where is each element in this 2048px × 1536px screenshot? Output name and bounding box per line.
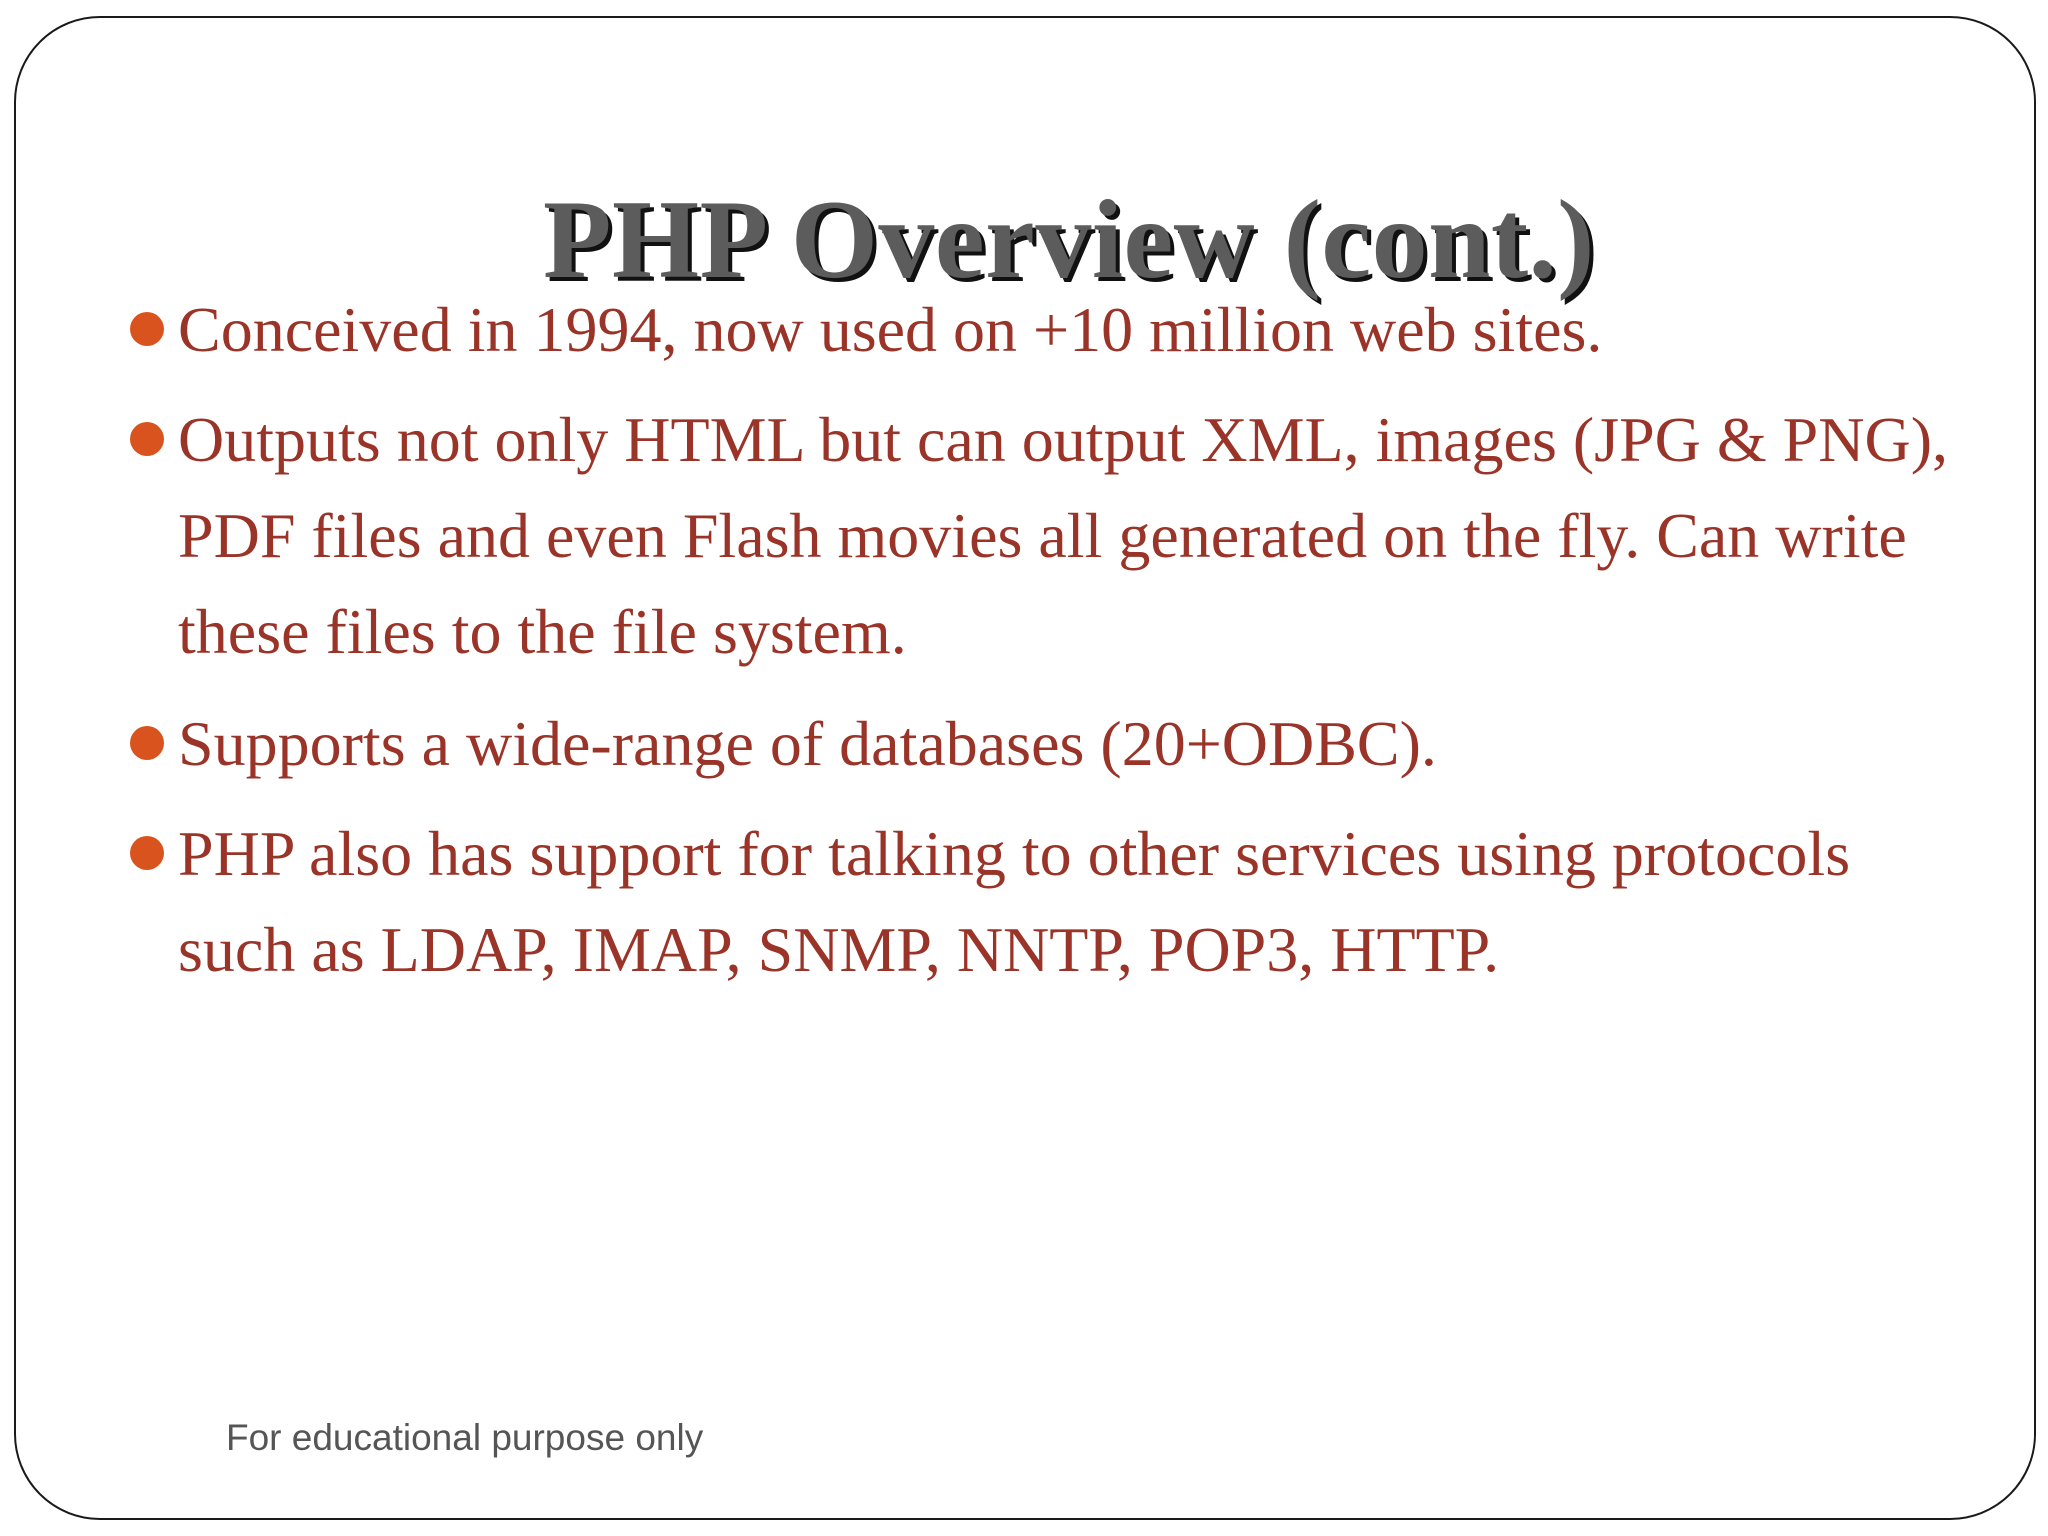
bullet-dot-icon bbox=[130, 726, 164, 760]
bullet-item bbox=[128, 392, 1968, 680]
slide-title: PHP Overview (cont.) bbox=[543, 178, 1595, 302]
bullet-dot-icon bbox=[130, 836, 164, 870]
bullet-list bbox=[128, 282, 1968, 1012]
bullet-text: Supports a wide-range of databases (20+ODBC). bbox=[178, 708, 1437, 779]
bullet-item bbox=[128, 696, 1968, 792]
bullet-text: Outputs not only HTML but can output XML, images (JPG & PNG), PDF files and even Flash movies all generated on the fly. Can write these files to the file system. bbox=[178, 404, 1948, 667]
bullet-item bbox=[128, 282, 1968, 378]
bullet-item bbox=[128, 806, 1968, 998]
footer-note: For educational purpose only bbox=[226, 1417, 704, 1458]
bullet-dot-icon bbox=[130, 312, 164, 346]
bullet-text: PHP also has support for talking to other services using protocols such as LDAP, IMAP, SNMP, NNTP, POP3, HTTP. bbox=[178, 818, 1851, 985]
bullet-text: Conceived in 1994, now used on +10 million web sites. bbox=[178, 294, 1603, 365]
bullet-dot-icon bbox=[130, 422, 164, 456]
